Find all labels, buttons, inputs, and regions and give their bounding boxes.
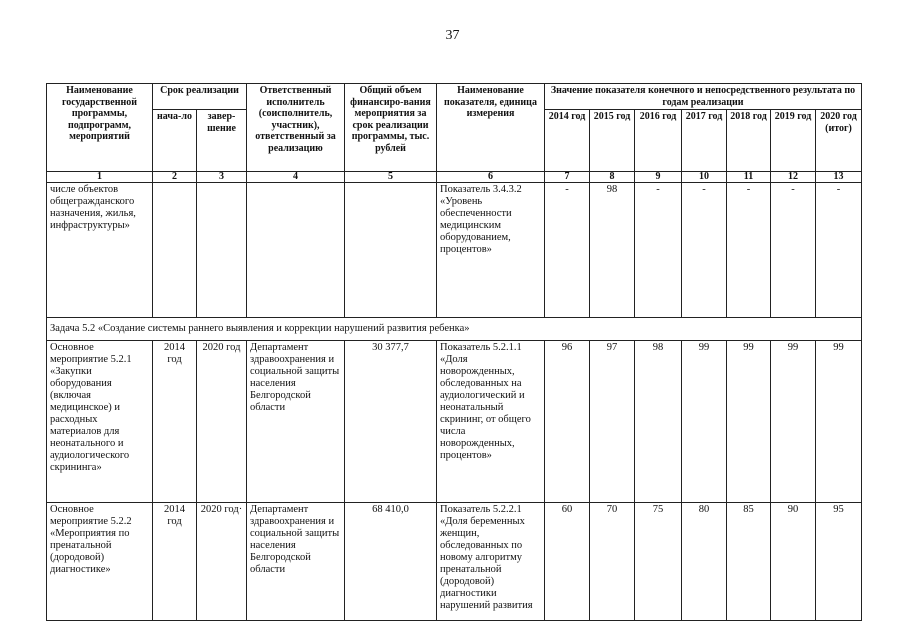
cell-value: 96 [545,341,590,503]
cell-value: 99 [816,341,862,503]
cell-end [197,183,247,318]
cell-value: 98 [590,183,635,318]
cell-end: 2020 год [197,341,247,503]
column-number: 4 [247,172,345,183]
header-year: 2018 год [727,110,771,172]
cell-start [153,183,197,318]
column-number: 8 [590,172,635,183]
cell-value: 60 [545,503,590,621]
cell-value: 85 [727,503,771,621]
column-number: 12 [771,172,816,183]
table-row [47,341,862,503]
column-number: 9 [635,172,682,183]
header-start: нача-ло [153,110,197,172]
cell-name: Основное мероприятие 5.2.1 «Закупки оборудования (включая медицинское) и расходных материалов для неонатального и аудиологического скрининга» [47,341,153,503]
cell-volume: 68 410,0 [345,503,437,621]
header-name: Наименование государственной программы, подпрограмм, мероприятий [47,84,153,172]
cell-indicator: Показатель 5.2.2.1 «Доля беременных женщин, обследованных по новому алгоритму пренатальной (дородовой) диагностики нарушений развития [437,503,545,621]
column-number: 13 [816,172,862,183]
cell-value: 98 [635,341,682,503]
column-number: 10 [682,172,727,183]
cell-volume: 30 377,7 [345,341,437,503]
cell-indicator: Показатель 5.2.1.1 «Доля новорожденных, обследованных на аудиологический и неонатальный скрининг, от общего числа новорожденных, процентов» [437,341,545,503]
header-year: 2017 год [682,110,727,172]
cell-name: числе объектов общегражданского назначения, жилья, инфраструктуры» [47,183,153,318]
cell-value: 70 [590,503,635,621]
cell-end: 2020 год· [197,503,247,621]
page-number: 37 [445,28,460,43]
table-row [47,183,862,318]
header-volume: Общий объем финансиро-вания мероприятия за срок реализации программы, тыс. рублей [345,84,437,172]
header-year: 2020 год (итог) [816,110,862,172]
cell-value: 99 [771,341,816,503]
cell-value: - [635,183,682,318]
column-number: 1 [47,172,153,183]
cell-executor: Департамент здравоохранения и социальной защиты населения Белгородской области [247,503,345,621]
cell-start: 2014 год [153,503,197,621]
header-end: завер-шение [197,110,247,172]
header-year: 2014 год [545,110,590,172]
column-number: 7 [545,172,590,183]
cell-value: - [816,183,862,318]
table-row [47,503,862,621]
cell-value: 80 [682,503,727,621]
header-values: Значение показателя конечного и непосредственного результата по годам реализации [545,84,862,110]
cell-value: 99 [727,341,771,503]
header-row-1 [47,84,862,110]
header-year: 2015 год [590,110,635,172]
task-heading: Задача 5.2 «Создание системы раннего выявления и коррекции нарушений развития ребенка» [47,318,862,341]
cell-value: 95 [816,503,862,621]
cell-name: Основное мероприятие 5.2.2 «Мероприятия по пренатальной (дородовой) диагностике» [47,503,153,621]
cell-executor: Департамент здравоохранения и социальной защиты населения Белгородской области [247,341,345,503]
header-year: 2019 год [771,110,816,172]
column-number: 5 [345,172,437,183]
column-number: 3 [197,172,247,183]
task-row [47,318,862,341]
cell-value: - [727,183,771,318]
cell-value: 97 [590,341,635,503]
header-term: Срок реализации [153,84,247,110]
cell-volume [345,183,437,318]
cell-value: 90 [771,503,816,621]
cell-value: - [545,183,590,318]
cell-value: 99 [682,341,727,503]
column-number-row [47,172,862,183]
program-table [46,83,862,621]
header-year: 2016 год [635,110,682,172]
cell-indicator: Показатель 3.4.3.2 «Уровень обеспеченности медицинским оборудованием, процентов» [437,183,545,318]
column-number: 6 [437,172,545,183]
cell-value: - [682,183,727,318]
header-executor: Ответственный исполнитель (соисполнитель, участник), ответственный за реализацию [247,84,345,172]
cell-executor [247,183,345,318]
column-number: 11 [727,172,771,183]
cell-start: 2014 год [153,341,197,503]
column-number: 2 [153,172,197,183]
header-indicator: Наименование показателя, единица измерения [437,84,545,172]
cell-value: 75 [635,503,682,621]
cell-value: - [771,183,816,318]
